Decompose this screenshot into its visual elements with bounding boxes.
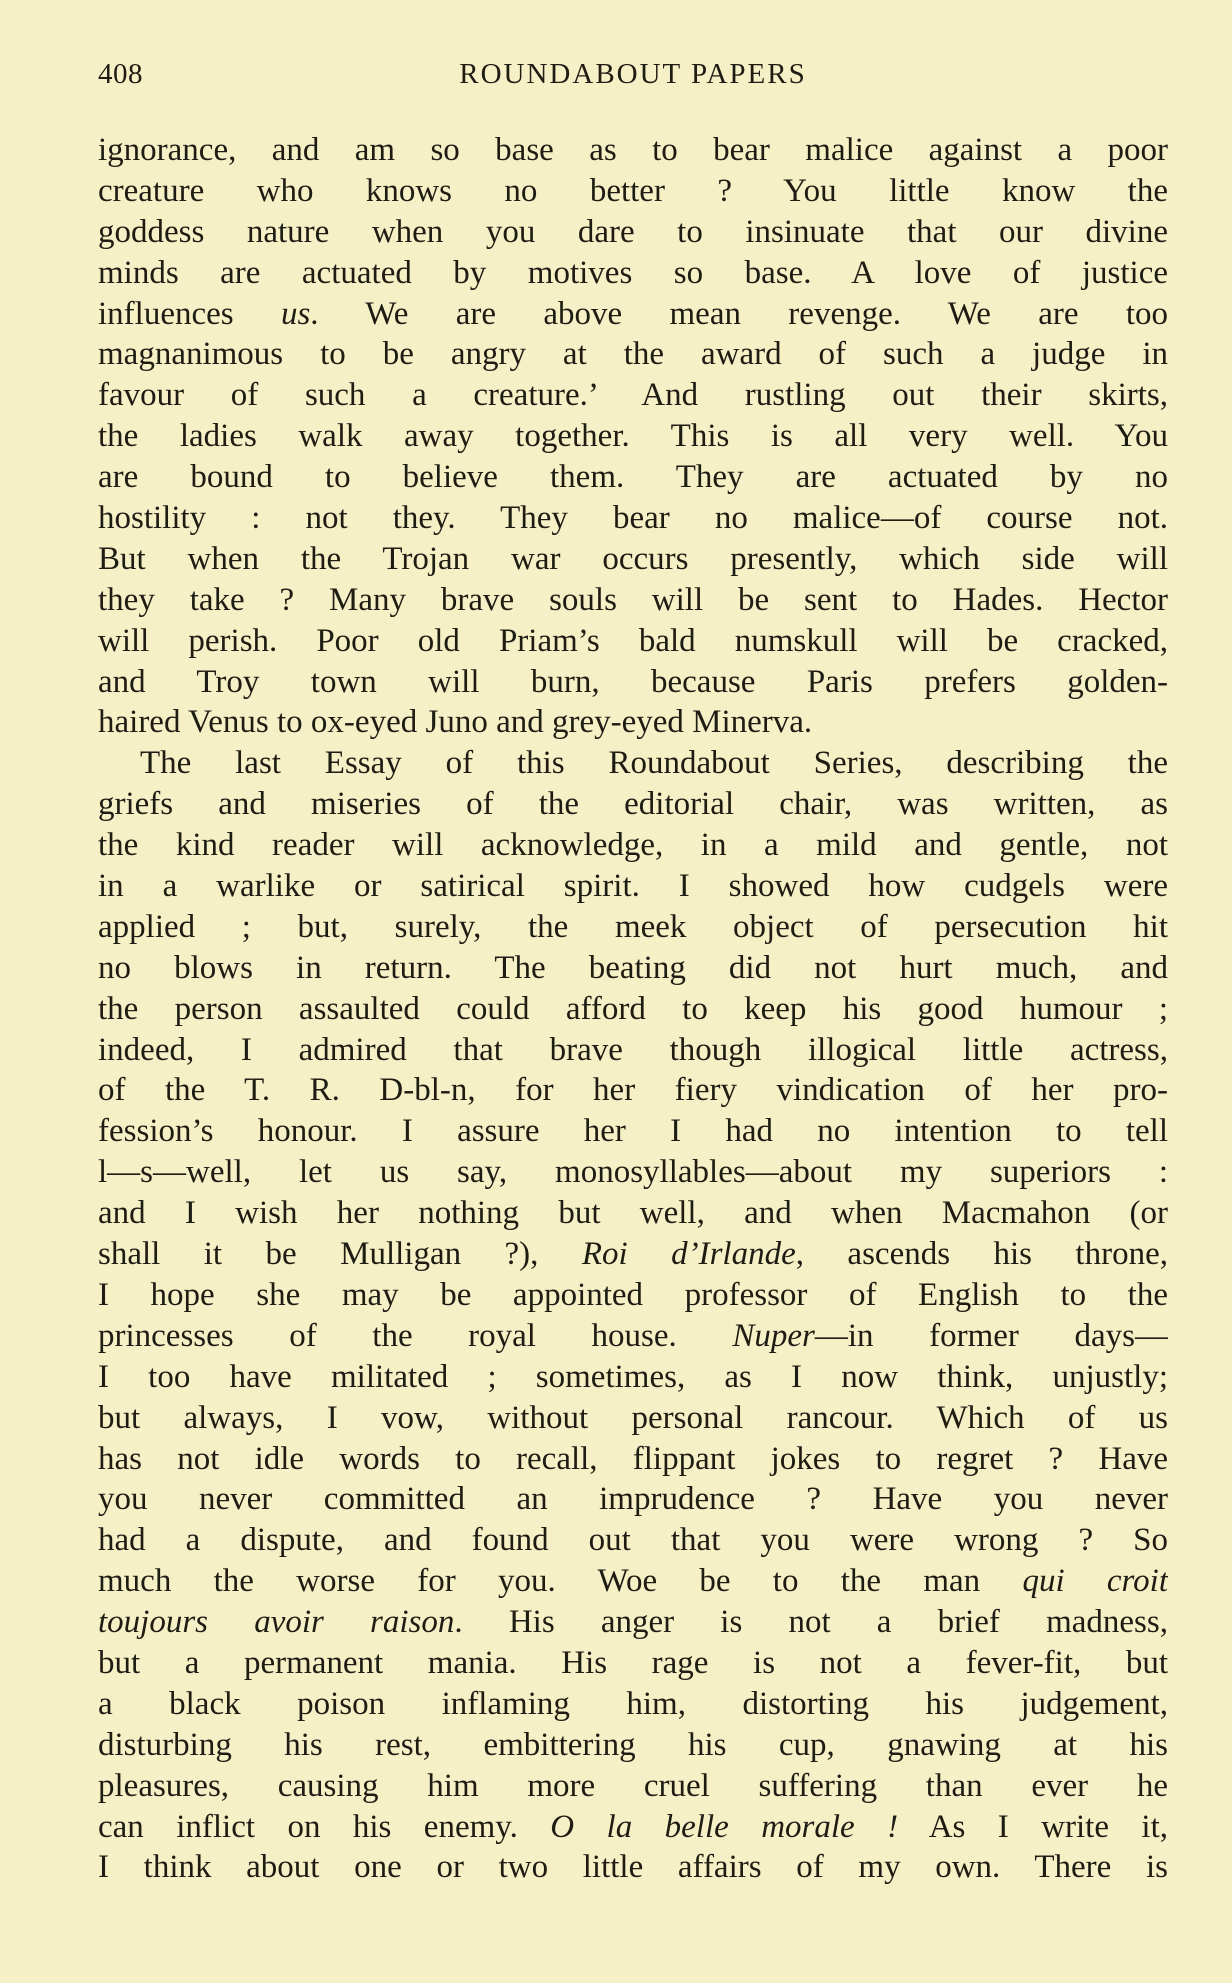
text-line xyxy=(98,457,1168,498)
text-segment: l—s—well, let us say, monosyllables—about my superiors : xyxy=(98,1154,1168,1191)
text-segment: creature who knows no better ? You little know the xyxy=(98,172,1168,209)
text-segment: griefs and miseries of the editorial chair, was written, as xyxy=(98,786,1168,823)
text-line xyxy=(98,1398,1168,1439)
text-segment: influences xyxy=(98,295,281,332)
text-segment: has not idle words to recall, flippant jokes to regret ? Have xyxy=(98,1440,1168,1477)
text-segment: pleasures, causing him more cruel suffering than ever he xyxy=(98,1767,1168,1804)
text-segment: they take ? Many brave souls will be sent to Hades. Hector xyxy=(98,581,1168,618)
text-segment: of the T. R. D-bl-n, for her fiery vindication of her pro- xyxy=(98,1072,1168,1109)
text-segment: the kind reader will acknowledge, in a mild and gentle, not xyxy=(98,827,1168,864)
text-segment: hostility : not they. They bear no malice—of course not. xyxy=(98,500,1168,537)
text-line xyxy=(98,498,1168,539)
text-line xyxy=(98,989,1168,1030)
text-segment: . His anger is not a brief madness, xyxy=(454,1604,1168,1641)
text-segment: and Troy town will burn, because Paris prefers golden- xyxy=(98,663,1168,700)
text-segment: had a dispute, and found out that you were wrong ? So xyxy=(98,1522,1168,1559)
text-segment: I too have militated ; sometimes, as I now think, unjustly; xyxy=(98,1358,1168,1395)
text-segment: fession’s honour. I assure her I had no intention to tell xyxy=(98,1113,1168,1150)
text-segment: goddess nature when you dare to insinuate that our divine xyxy=(98,213,1168,250)
text-line xyxy=(98,1766,1168,1807)
text-segment: I think about one or two little affairs of my own. There is xyxy=(98,1849,1168,1886)
page-header xyxy=(98,58,1168,98)
text-line xyxy=(98,212,1168,253)
text-line xyxy=(98,1439,1168,1480)
italic-text-segment: O la belle morale ! xyxy=(550,1808,899,1845)
text-line xyxy=(98,334,1168,375)
text-segment: minds are actuated by motives so base. A love of justice xyxy=(98,254,1168,291)
text-segment: will perish. Poor old Priam’s bald numskull will be cracked, xyxy=(98,622,1168,659)
text-line xyxy=(98,416,1168,457)
text-segment: you never committed an imprudence ? Have you never xyxy=(98,1481,1168,1518)
text-line xyxy=(98,1030,1168,1071)
text-segment: no blows in return. The beating did not hurt much, and xyxy=(98,949,1168,986)
text-line xyxy=(98,1807,1168,1848)
text-line xyxy=(98,1275,1168,1316)
text-line xyxy=(98,171,1168,212)
text-line xyxy=(98,784,1168,825)
text-segment: magnanimous to be angry at the award of such a judge in xyxy=(98,336,1168,373)
text-segment: , ascends his throne, xyxy=(795,1236,1168,1273)
text-line xyxy=(98,375,1168,416)
text-line xyxy=(98,621,1168,662)
italic-text-segment: Nuper xyxy=(732,1317,815,1354)
text-segment: but always, I vow, without personal rancour. Which of us xyxy=(98,1399,1168,1436)
italic-text-segment: qui croit xyxy=(1022,1563,1168,1600)
running-head: ROUNDABOUT PAPERS xyxy=(459,58,807,90)
text-segment: indeed, I admired that brave though illogical little actress, xyxy=(98,1031,1168,1068)
text-line xyxy=(98,1643,1168,1684)
text-line xyxy=(98,580,1168,621)
text-line xyxy=(98,1602,1168,1643)
text-line xyxy=(98,1357,1168,1398)
italic-text-segment: Roi d’Irlande xyxy=(581,1236,796,1273)
text-line xyxy=(98,1479,1168,1520)
page-number: 408 xyxy=(98,58,143,90)
text-segment: . We are above mean revenge. We are too xyxy=(310,295,1168,332)
italic-text-segment: us xyxy=(280,295,311,332)
text-line xyxy=(98,702,1168,743)
text-line xyxy=(98,1316,1168,1357)
text-segment: But when the Trojan war occurs presently, which side will xyxy=(98,540,1168,577)
text-line xyxy=(98,130,1168,171)
text-segment: disturbing his rest, embittering his cup, gnawing at his xyxy=(98,1726,1168,1763)
text-line xyxy=(98,1561,1168,1602)
text-line xyxy=(98,294,1168,335)
text-line xyxy=(98,1520,1168,1561)
text-line xyxy=(98,1152,1168,1193)
text-segment: ignorance, and am so base as to bear malice against a poor xyxy=(98,132,1168,168)
text-line xyxy=(98,1193,1168,1234)
text-segment: As I write it, xyxy=(898,1808,1168,1845)
text-segment: shall it be Mulligan ?), xyxy=(98,1236,582,1273)
text-line xyxy=(98,1234,1168,1275)
text-segment: The last Essay of this Roundabout Series, describing the xyxy=(140,745,1168,782)
text-line xyxy=(98,539,1168,580)
text-segment: I hope she may be appointed professor of English to the xyxy=(98,1276,1168,1313)
text-line xyxy=(98,1847,1168,1888)
text-line xyxy=(98,662,1168,703)
text-line xyxy=(98,1684,1168,1725)
text-segment: and I wish her nothing but well, and when Macmahon (or xyxy=(98,1195,1168,1232)
text-line xyxy=(98,743,1168,784)
text-line xyxy=(98,1070,1168,1111)
text-segment: haired Venus to ox-eyed Juno and grey-eyed Minerva. xyxy=(98,704,813,741)
text-segment: are bound to believe them. They are actuated by no xyxy=(98,459,1168,496)
text-segment: but a permanent mania. His rage is not a fever-fit, but xyxy=(98,1644,1168,1681)
text-segment: can inflict on his enemy. xyxy=(98,1808,551,1845)
text-line xyxy=(98,948,1168,989)
text-line xyxy=(98,825,1168,866)
text-segment: in a warlike or satirical spirit. I showed how cudgels were xyxy=(98,868,1168,905)
text-segment: a black poison inflaming him, distorting his judgement, xyxy=(98,1685,1168,1722)
text-segment: much the worse for you. Woe be to the man xyxy=(98,1563,1023,1600)
text-line xyxy=(98,866,1168,907)
body-text xyxy=(98,130,1168,1888)
text-segment: princesses of the royal house. xyxy=(98,1317,733,1354)
text-segment: the person assaulted could afford to keep his good humour ; xyxy=(98,990,1168,1027)
italic-text-segment: toujours avoir raison xyxy=(98,1604,455,1641)
text-line xyxy=(98,907,1168,948)
text-segment: applied ; but, surely, the meek object of persecution hit xyxy=(98,908,1168,945)
text-line xyxy=(98,1111,1168,1152)
text-line xyxy=(98,1725,1168,1766)
text-segment: —in former days— xyxy=(814,1317,1168,1354)
text-segment: the ladies walk away together. This is all very well. You xyxy=(98,418,1168,455)
text-line xyxy=(98,253,1168,294)
text-segment: favour of such a creature.’ And rustling out their skirts, xyxy=(98,377,1168,414)
